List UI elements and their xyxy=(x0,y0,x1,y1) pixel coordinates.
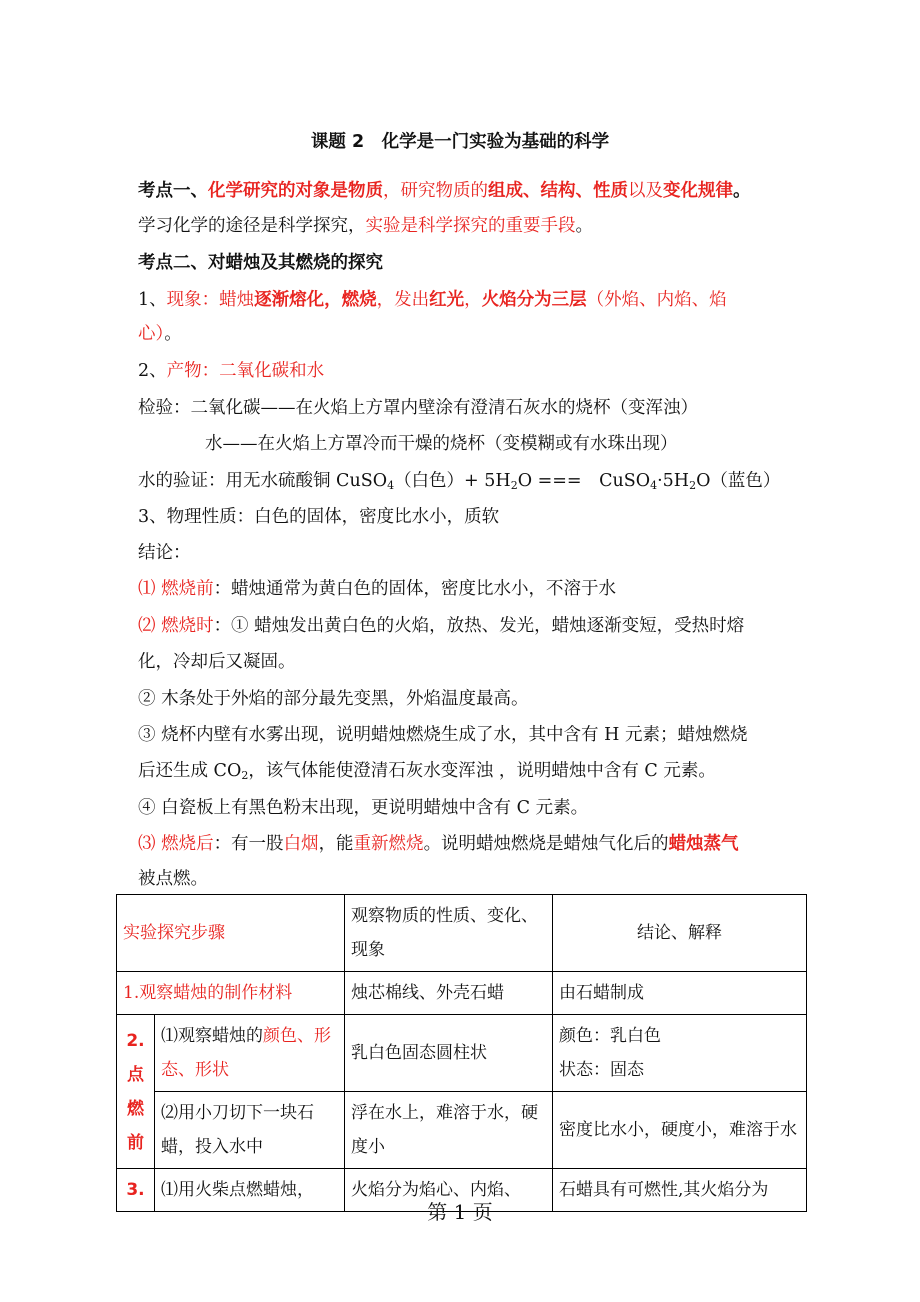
conclusion-before: ⑴ 燃烧前：蜡烛通常为黄白色的固体，密度比水小，不溶于水 xyxy=(138,579,617,599)
header-conclusion: 结论、解释 xyxy=(553,895,807,972)
conclusion-after: ⑶ 燃烧后：有一股白烟，能重新燃烧。说明蜡烛燃烧是蜡烛气化后的蜡烛蒸气 xyxy=(138,834,739,854)
conclusion-during: ⑵ 燃烧时：① 蜡烛发出黄白色的火焰，放热、发光，蜡烛逐渐变短，受热时熔 xyxy=(138,616,745,636)
header-observation: 观察物质的性质、变化、现象 xyxy=(345,895,553,972)
table-row: ⑵用小刀切下一块石蜡，投入水中 浮在水上，难溶于水，硬度小 密度比水小，硬度小，难溶于水 xyxy=(117,1092,807,1169)
header-steps: 实验探究步骤 xyxy=(117,895,345,972)
kp2-heading: 考点二、对蜡烛及其燃烧的探究 xyxy=(138,253,383,273)
conclusion-during-line2: 化，冷却后又凝固。 xyxy=(138,652,296,672)
page-title: 课题 2 化学是一门实验为基础的科学 xyxy=(310,132,610,152)
table-row: 3. ⑴用火柴点燃蜡烛， 火焰分为焰心、内焰、 石蜡具有可燃性,其火焰分为 xyxy=(117,1169,807,1212)
conclusion-point2: ② 木条处于外焰的部分最先变黑，外焰温度最高。 xyxy=(138,689,529,709)
conclusion-label: 结论： xyxy=(138,543,191,563)
check-co2: 检验：二氧化碳——在火焰上方罩内壁涂有澄清石灰水的烧杯（变浑浊） xyxy=(138,398,698,418)
conclusion-point3: ③ 烧杯内壁有水雾出现，说明蜡烛燃烧生成了水，其中含有 H 元素；蜡烛燃烧 xyxy=(138,725,748,745)
point1-line2: 心）。 xyxy=(138,324,182,344)
conclusion-point4: ④ 白瓷板上有黑色粉末出现，更说明蜡烛中含有 C 元素。 xyxy=(138,798,589,818)
group-before-lighting: 2.点燃前 xyxy=(117,1015,155,1169)
table-row: 2.点燃前 ⑴观察蜡烛的颜色、形态、形状 乳白色固态圆柱状 颜色：乳白色 状态：固态 xyxy=(117,1015,807,1092)
kp1-line2: 学习化学的途径是科学探究，实验是科学探究的重要手段。 xyxy=(138,216,593,236)
conclusion-after-line2: 被点燃。 xyxy=(138,869,208,889)
water-test: 水的验证：用无水硫酸铜 CuSO$_4$（白色）+ $5H_2O$ === $CuSO_4\cdot 5H_2O$（蓝色） xyxy=(138,471,781,492)
point3-line: 3、物理性质：白色的固体，密度比水小，质软 xyxy=(138,507,500,527)
table-row: 1.观察蜡烛的制作材料 烛芯棉线、外壳石蜡 由石蜡制成 xyxy=(117,972,807,1015)
experiment-table xyxy=(116,894,807,1212)
conclusion-point3-line2: 后还生成 $CO_2$，该气体能使澄清石灰水变浑浊 ，说明蜡烛中含有 C 元素。 xyxy=(138,761,716,782)
table-header-row xyxy=(117,895,807,972)
page-number: 第 1 页 xyxy=(427,1200,493,1224)
point1-line: 1、现象：蜡烛逐渐熔化，燃烧，发出红光，火焰分为三层（外焰、内焰、焰 xyxy=(138,290,727,310)
point2-line: 2、产物：二氧化碳和水 xyxy=(138,361,325,381)
check-water: 水——在火焰上方罩冷而干燥的烧杯（变模糊或有水珠出现） xyxy=(205,434,678,454)
group-lighting: 3. xyxy=(117,1169,155,1212)
kp1-line: 考点一、化学研究的对象是物质，研究物质的组成、结构、性质以及变化规律。 xyxy=(138,181,751,201)
